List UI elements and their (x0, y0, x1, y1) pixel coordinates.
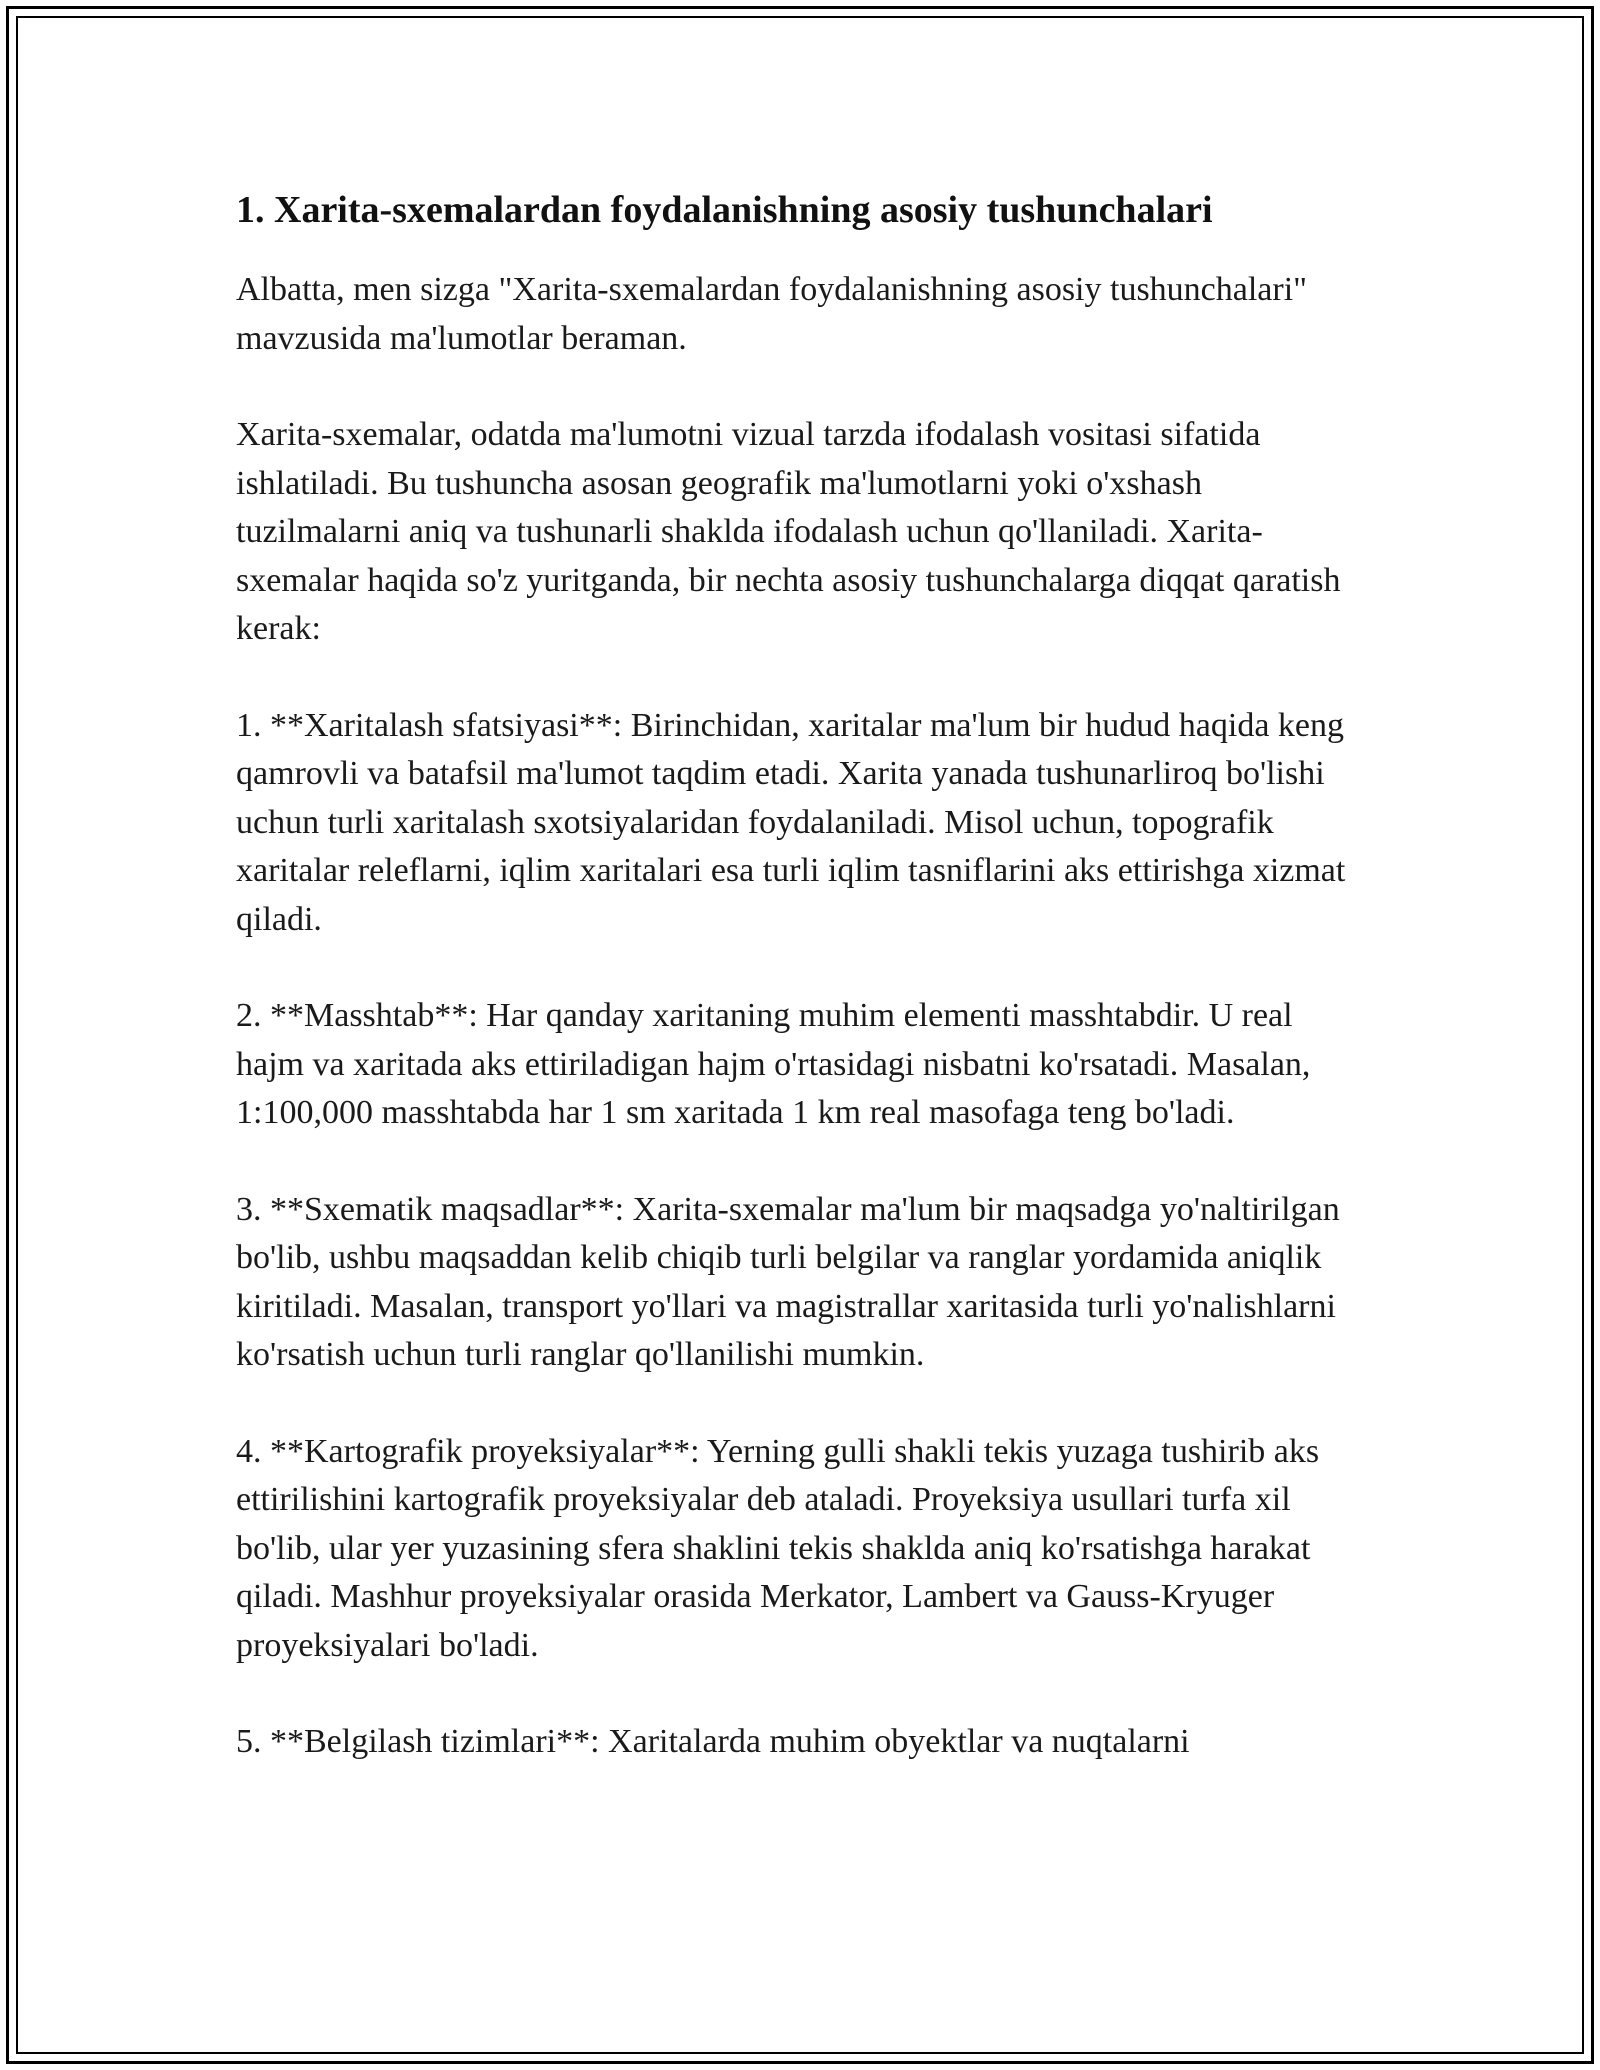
document-content (236, 186, 1366, 1815)
list-item-mapping: 1. **Xaritalash sfatsiyasi**: Birinchidan, xaritalar ma'lum bir hudud haqida keng qamrovli va batafsil ma'lumot taqdim etadi. Xarita yanada tushunarliroq bo'lishi uchun turli xaritalash sxotsiyalaridan foydalaniladi. Misol uchun, topografik xaritalar releflarni, iqlim xaritalari esa turli iqlim tasniflarini aks ettirishga xizmat qiladi. (236, 706, 1346, 938)
page-title: 1. Xarita-sxemalardan foydalanishning asosiy tushunchalari (236, 189, 1213, 231)
intro-paragraph: Albatta, men sizga "Xarita-sxemalardan foydalanishning asosiy tushunchalari" mavzusida ma'lumotlar beraman. (236, 271, 1308, 357)
overview-paragraph: Xarita-sxemalar, odatda ma'lumotni vizual tarzda ifodalash vositasi sifatida ishlatiladi. Bu tushuncha asosan geografik ma'lumotlarni yoki o'xshash tuzilmalarni aniq va tushunarli shaklda ifodalash uchun qo'llaniladi. Xarita-sxemalar haqida so'z yuritganda, bir nechta asosiy tushunchalarga diqqat qaratish kerak: (236, 416, 1341, 647)
list-item-symbol-systems: 5. **Belgilash tizimlari**: Xaritalarda muhim obyektlar va nuqtalarni (236, 1723, 1190, 1760)
list-item-scale: 2. **Masshtab**: Har qanday xaritaning muhim elementi masshtabdir. U real hajm va xaritada aks ettiriladigan hajm o'rtasidagi nisbatni ko'rsatadi. Masalan, 1:100,000 masshtabda har 1 sm xaritada 1 km real masofaga teng bo'ladi. (236, 997, 1311, 1131)
list-item-schematic-goals: 3. **Sxematik maqsadlar**: Xarita-sxemalar ma'lum bir maqsadga yo'naltirilgan bo'lib, ushbu maqsaddan kelib chiqib turli belgilar va ranglar yordamida aniqlik kiritiladi. Masalan, transport yo'llari va magistrallar xaritasida turli yo'nalishlarni ko'rsatish uchun turli ranglar qo'llanilishi mumkin. (236, 1190, 1340, 1373)
list-item-projections: 4. **Kartografik proyeksiyalar**: Yerning gulli shakli tekis yuzaga tushirib aks ettirilishini kartografik proyeksiyalar deb ataladi. Proyeksiya usullari turfa xil bo'lib, ular yer yuzasining sfera shaklini tekis shaklda aniq ko'rsatishga harakat qiladi. Mashhur proyeksiyalar orasida Merkator, Lambert va Gauss-Kryuger proyeksiyalari bo'ladi. (236, 1432, 1320, 1664)
